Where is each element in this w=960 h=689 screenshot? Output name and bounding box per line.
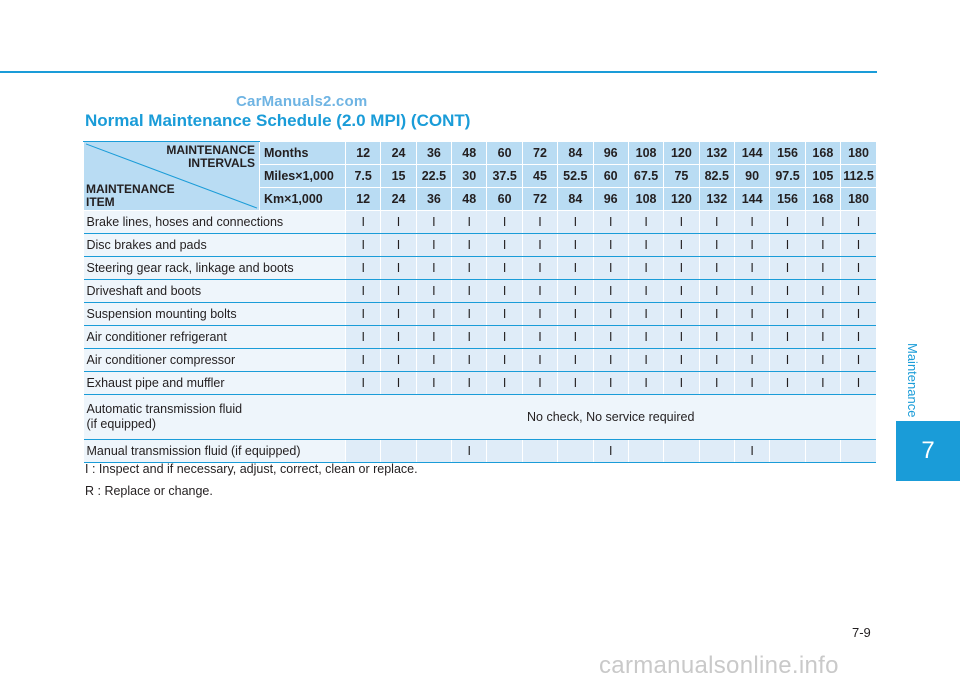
schedule-cell: I bbox=[699, 280, 734, 303]
schedule-cell: I bbox=[452, 211, 487, 234]
schedule-cell: I bbox=[487, 349, 522, 372]
header-value: 132 bbox=[699, 188, 734, 211]
schedule-cell: I bbox=[416, 326, 451, 349]
schedule-cell: I bbox=[487, 326, 522, 349]
header-row-months bbox=[84, 142, 877, 165]
watermark-bottom: carmanualsonline.info bbox=[599, 652, 839, 679]
schedule-cell: I bbox=[770, 280, 805, 303]
schedule-cell: I bbox=[381, 280, 416, 303]
schedule-cell: I bbox=[734, 257, 769, 280]
header-value: 45 bbox=[522, 165, 557, 188]
table-row bbox=[84, 211, 877, 234]
schedule-cell: I bbox=[734, 211, 769, 234]
schedule-cell: I bbox=[452, 234, 487, 257]
schedule-cell: I bbox=[593, 257, 628, 280]
schedule-cell: I bbox=[628, 326, 663, 349]
schedule-cell: I bbox=[416, 234, 451, 257]
schedule-cell: I bbox=[558, 211, 593, 234]
schedule-cell: I bbox=[770, 372, 805, 395]
schedule-cell: I bbox=[841, 257, 876, 280]
schedule-cell: I bbox=[805, 372, 840, 395]
schedule-cell: I bbox=[416, 349, 451, 372]
note-inspect: I : Inspect and if necessary, adjust, correct, clean or replace. bbox=[85, 462, 418, 476]
header-value: 144 bbox=[734, 142, 769, 165]
schedule-cell: I bbox=[770, 303, 805, 326]
schedule-cell: I bbox=[805, 326, 840, 349]
header-value: 84 bbox=[558, 188, 593, 211]
table-row bbox=[84, 440, 877, 463]
header-value: 72 bbox=[522, 142, 557, 165]
table-row-atf bbox=[84, 395, 877, 440]
schedule-cell: I bbox=[805, 234, 840, 257]
schedule-cell: I bbox=[346, 326, 381, 349]
schedule-cell: I bbox=[628, 257, 663, 280]
schedule-cell: I bbox=[770, 349, 805, 372]
schedule-cell: I bbox=[805, 257, 840, 280]
header-label: Km×1,000 bbox=[260, 188, 346, 211]
header-value: 48 bbox=[452, 188, 487, 211]
maintenance-item: Air conditioner refrigerant bbox=[84, 326, 346, 349]
page-number: 7-9 bbox=[852, 625, 871, 640]
note-replace: R : Replace or change. bbox=[85, 484, 213, 498]
header-value: 22.5 bbox=[416, 165, 451, 188]
intervals-label bbox=[166, 144, 255, 170]
schedule-cell: I bbox=[346, 257, 381, 280]
schedule-cell: I bbox=[346, 303, 381, 326]
header-value: 96 bbox=[593, 142, 628, 165]
schedule-cell: I bbox=[381, 303, 416, 326]
maintenance-item: Disc brakes and pads bbox=[84, 234, 346, 257]
schedule-cell: I bbox=[628, 303, 663, 326]
schedule-cell: I bbox=[628, 211, 663, 234]
schedule-cell: I bbox=[699, 303, 734, 326]
header-value: 112.5 bbox=[841, 165, 876, 188]
schedule-cell: I bbox=[734, 280, 769, 303]
schedule-cell: I bbox=[593, 234, 628, 257]
schedule-cell: I bbox=[593, 440, 628, 463]
schedule-cell: I bbox=[770, 326, 805, 349]
header-value: 24 bbox=[381, 142, 416, 165]
table-row bbox=[84, 234, 877, 257]
item-line1: Automatic transmission fluid bbox=[86, 402, 243, 416]
schedule-cell: I bbox=[452, 280, 487, 303]
intervals-label-line2: INTERVALS bbox=[188, 156, 255, 170]
schedule-cell: I bbox=[487, 280, 522, 303]
schedule-cell: I bbox=[734, 234, 769, 257]
intervals-label-line1: MAINTENANCE bbox=[166, 143, 255, 157]
schedule-cell: I bbox=[522, 257, 557, 280]
schedule-cell: I bbox=[664, 257, 699, 280]
schedule-cell: I bbox=[558, 326, 593, 349]
header-value: 52.5 bbox=[558, 165, 593, 188]
schedule-cell: I bbox=[558, 257, 593, 280]
item-label-line1: MAINTENANCE bbox=[86, 182, 175, 196]
header-value: 82.5 bbox=[699, 165, 734, 188]
top-rule bbox=[0, 71, 877, 73]
schedule-cell: I bbox=[522, 280, 557, 303]
schedule-cell: I bbox=[346, 280, 381, 303]
header-value: 72 bbox=[522, 188, 557, 211]
schedule-cell: I bbox=[841, 234, 876, 257]
header-value: 48 bbox=[452, 142, 487, 165]
header-value: 156 bbox=[770, 188, 805, 211]
schedule-cell: I bbox=[558, 234, 593, 257]
schedule-cell: I bbox=[699, 349, 734, 372]
schedule-cell: I bbox=[416, 372, 451, 395]
schedule-cell: I bbox=[841, 211, 876, 234]
item-label bbox=[86, 183, 175, 209]
schedule-cell bbox=[416, 440, 451, 463]
schedule-cell: I bbox=[593, 372, 628, 395]
watermark-top: CarManuals2.com bbox=[236, 93, 368, 110]
header-value: 67.5 bbox=[628, 165, 663, 188]
header-value: 132 bbox=[699, 142, 734, 165]
item-line2: (if equipped) bbox=[86, 417, 156, 431]
schedule-cell: I bbox=[381, 372, 416, 395]
header-value: 12 bbox=[346, 188, 381, 211]
schedule-cell bbox=[558, 440, 593, 463]
schedule-cell: I bbox=[522, 211, 557, 234]
header-value: 96 bbox=[593, 188, 628, 211]
schedule-cell bbox=[841, 440, 876, 463]
schedule-cell: I bbox=[452, 372, 487, 395]
schedule-cell: I bbox=[416, 211, 451, 234]
schedule-cell: I bbox=[734, 326, 769, 349]
schedule-cell: I bbox=[346, 234, 381, 257]
schedule-cell: I bbox=[664, 349, 699, 372]
schedule-cell: I bbox=[416, 303, 451, 326]
maintenance-item: Manual transmission fluid (if equipped) bbox=[84, 440, 346, 463]
schedule-cell bbox=[381, 440, 416, 463]
side-tab-label: Maintenance bbox=[905, 343, 920, 418]
schedule-cell: I bbox=[841, 349, 876, 372]
schedule-cell: I bbox=[664, 211, 699, 234]
header-value: 36 bbox=[416, 142, 451, 165]
header-value: 180 bbox=[841, 188, 876, 211]
schedule-cell: I bbox=[734, 440, 769, 463]
header-value: 15 bbox=[381, 165, 416, 188]
header-value: 120 bbox=[664, 142, 699, 165]
schedule-cell: I bbox=[734, 349, 769, 372]
header-value: 60 bbox=[487, 188, 522, 211]
schedule-cell: I bbox=[381, 257, 416, 280]
schedule-cell bbox=[770, 440, 805, 463]
schedule-cell: I bbox=[593, 280, 628, 303]
schedule-cell: I bbox=[664, 326, 699, 349]
header-value: 168 bbox=[805, 188, 840, 211]
schedule-cell: I bbox=[593, 211, 628, 234]
header-value: 108 bbox=[628, 142, 663, 165]
schedule-cell: I bbox=[841, 280, 876, 303]
schedule-cell: I bbox=[699, 211, 734, 234]
header-value: 24 bbox=[381, 188, 416, 211]
schedule-cell: I bbox=[416, 257, 451, 280]
table-row bbox=[84, 280, 877, 303]
schedule-cell: I bbox=[699, 234, 734, 257]
schedule-cell: I bbox=[381, 349, 416, 372]
maintenance-item: Air conditioner compressor bbox=[84, 349, 346, 372]
schedule-cell bbox=[522, 440, 557, 463]
page-title: Normal Maintenance Schedule (2.0 MPI) (CONT) bbox=[85, 111, 471, 130]
schedule-cell bbox=[664, 440, 699, 463]
schedule-cell: I bbox=[628, 280, 663, 303]
table-row bbox=[84, 303, 877, 326]
schedule-cell: I bbox=[593, 326, 628, 349]
table-row bbox=[84, 326, 877, 349]
schedule-cell: I bbox=[841, 372, 876, 395]
schedule-cell: I bbox=[770, 211, 805, 234]
schedule-cell: I bbox=[346, 349, 381, 372]
table-row bbox=[84, 372, 877, 395]
header-value: 60 bbox=[593, 165, 628, 188]
schedule-cell: I bbox=[770, 257, 805, 280]
schedule-cell bbox=[346, 440, 381, 463]
maintenance-item: Driveshaft and boots bbox=[84, 280, 346, 303]
schedule-cell: I bbox=[522, 303, 557, 326]
header-value: 97.5 bbox=[770, 165, 805, 188]
schedule-cell: I bbox=[628, 372, 663, 395]
schedule-cell: I bbox=[805, 303, 840, 326]
schedule-cell: I bbox=[770, 234, 805, 257]
header-value: 120 bbox=[664, 188, 699, 211]
schedule-cell: I bbox=[487, 303, 522, 326]
schedule-cell: I bbox=[558, 303, 593, 326]
schedule-cell: I bbox=[805, 349, 840, 372]
schedule-cell: I bbox=[558, 280, 593, 303]
header-value: 144 bbox=[734, 188, 769, 211]
maintenance-item bbox=[84, 395, 346, 440]
header-value: 60 bbox=[487, 142, 522, 165]
schedule-cell: I bbox=[664, 280, 699, 303]
item-label-line2: ITEM bbox=[86, 195, 115, 209]
header-value: 108 bbox=[628, 188, 663, 211]
schedule-cell: I bbox=[487, 234, 522, 257]
header-label: Miles×1,000 bbox=[260, 165, 346, 188]
schedule-cell: I bbox=[558, 372, 593, 395]
header-value: 37.5 bbox=[487, 165, 522, 188]
schedule-cell: I bbox=[487, 257, 522, 280]
schedule-cell: I bbox=[522, 326, 557, 349]
side-tab bbox=[906, 343, 922, 433]
schedule-cell: I bbox=[452, 257, 487, 280]
schedule-cell: I bbox=[452, 440, 487, 463]
table-row bbox=[84, 257, 877, 280]
maintenance-item: Steering gear rack, linkage and boots bbox=[84, 257, 346, 280]
schedule-cell: I bbox=[416, 280, 451, 303]
schedule-cell: I bbox=[522, 349, 557, 372]
header-value: 156 bbox=[770, 142, 805, 165]
header-label: Months bbox=[260, 142, 346, 165]
schedule-cell: I bbox=[734, 303, 769, 326]
header-value: 168 bbox=[805, 142, 840, 165]
schedule-cell: I bbox=[346, 211, 381, 234]
schedule-cell bbox=[699, 440, 734, 463]
schedule-cell: I bbox=[628, 234, 663, 257]
schedule-cell: I bbox=[487, 372, 522, 395]
schedule-body bbox=[84, 142, 877, 463]
maintenance-schedule-table bbox=[83, 141, 876, 463]
schedule-cell: I bbox=[381, 234, 416, 257]
schedule-cell: I bbox=[734, 372, 769, 395]
maintenance-item: Brake lines, hoses and connections bbox=[84, 211, 346, 234]
schedule-cell: I bbox=[381, 326, 416, 349]
schedule-cell: I bbox=[487, 211, 522, 234]
schedule-cell bbox=[628, 440, 663, 463]
header-value: 30 bbox=[452, 165, 487, 188]
schedule-cell: I bbox=[346, 372, 381, 395]
header-value: 90 bbox=[734, 165, 769, 188]
chapter-number-badge: 7 bbox=[896, 421, 960, 481]
schedule-cell: I bbox=[805, 280, 840, 303]
no-service-span: No check, No service required bbox=[346, 395, 877, 440]
maintenance-item: Suspension mounting bolts bbox=[84, 303, 346, 326]
header-value: 36 bbox=[416, 188, 451, 211]
schedule-cell bbox=[805, 440, 840, 463]
schedule-cell: I bbox=[452, 303, 487, 326]
table-row bbox=[84, 349, 877, 372]
maintenance-item: Exhaust pipe and muffler bbox=[84, 372, 346, 395]
schedule-cell: I bbox=[664, 234, 699, 257]
schedule-cell: I bbox=[628, 349, 663, 372]
schedule-cell: I bbox=[805, 211, 840, 234]
schedule-cell: I bbox=[841, 303, 876, 326]
schedule-cell: I bbox=[841, 326, 876, 349]
schedule-cell: I bbox=[558, 349, 593, 372]
schedule-cell: I bbox=[522, 234, 557, 257]
schedule-cell: I bbox=[522, 372, 557, 395]
header-value: 7.5 bbox=[346, 165, 381, 188]
schedule-cell: I bbox=[452, 326, 487, 349]
schedule-cell: I bbox=[699, 257, 734, 280]
table-corner-cell bbox=[84, 142, 260, 211]
header-value: 180 bbox=[841, 142, 876, 165]
header-value: 12 bbox=[346, 142, 381, 165]
header-value: 105 bbox=[805, 165, 840, 188]
schedule-cell bbox=[487, 440, 522, 463]
schedule-cell: I bbox=[593, 349, 628, 372]
schedule-cell: I bbox=[593, 303, 628, 326]
header-value: 84 bbox=[558, 142, 593, 165]
schedule-cell: I bbox=[664, 372, 699, 395]
schedule-cell: I bbox=[381, 211, 416, 234]
schedule-cell: I bbox=[664, 303, 699, 326]
schedule-cell: I bbox=[699, 372, 734, 395]
header-value: 75 bbox=[664, 165, 699, 188]
schedule-cell: I bbox=[452, 349, 487, 372]
schedule-cell: I bbox=[699, 326, 734, 349]
